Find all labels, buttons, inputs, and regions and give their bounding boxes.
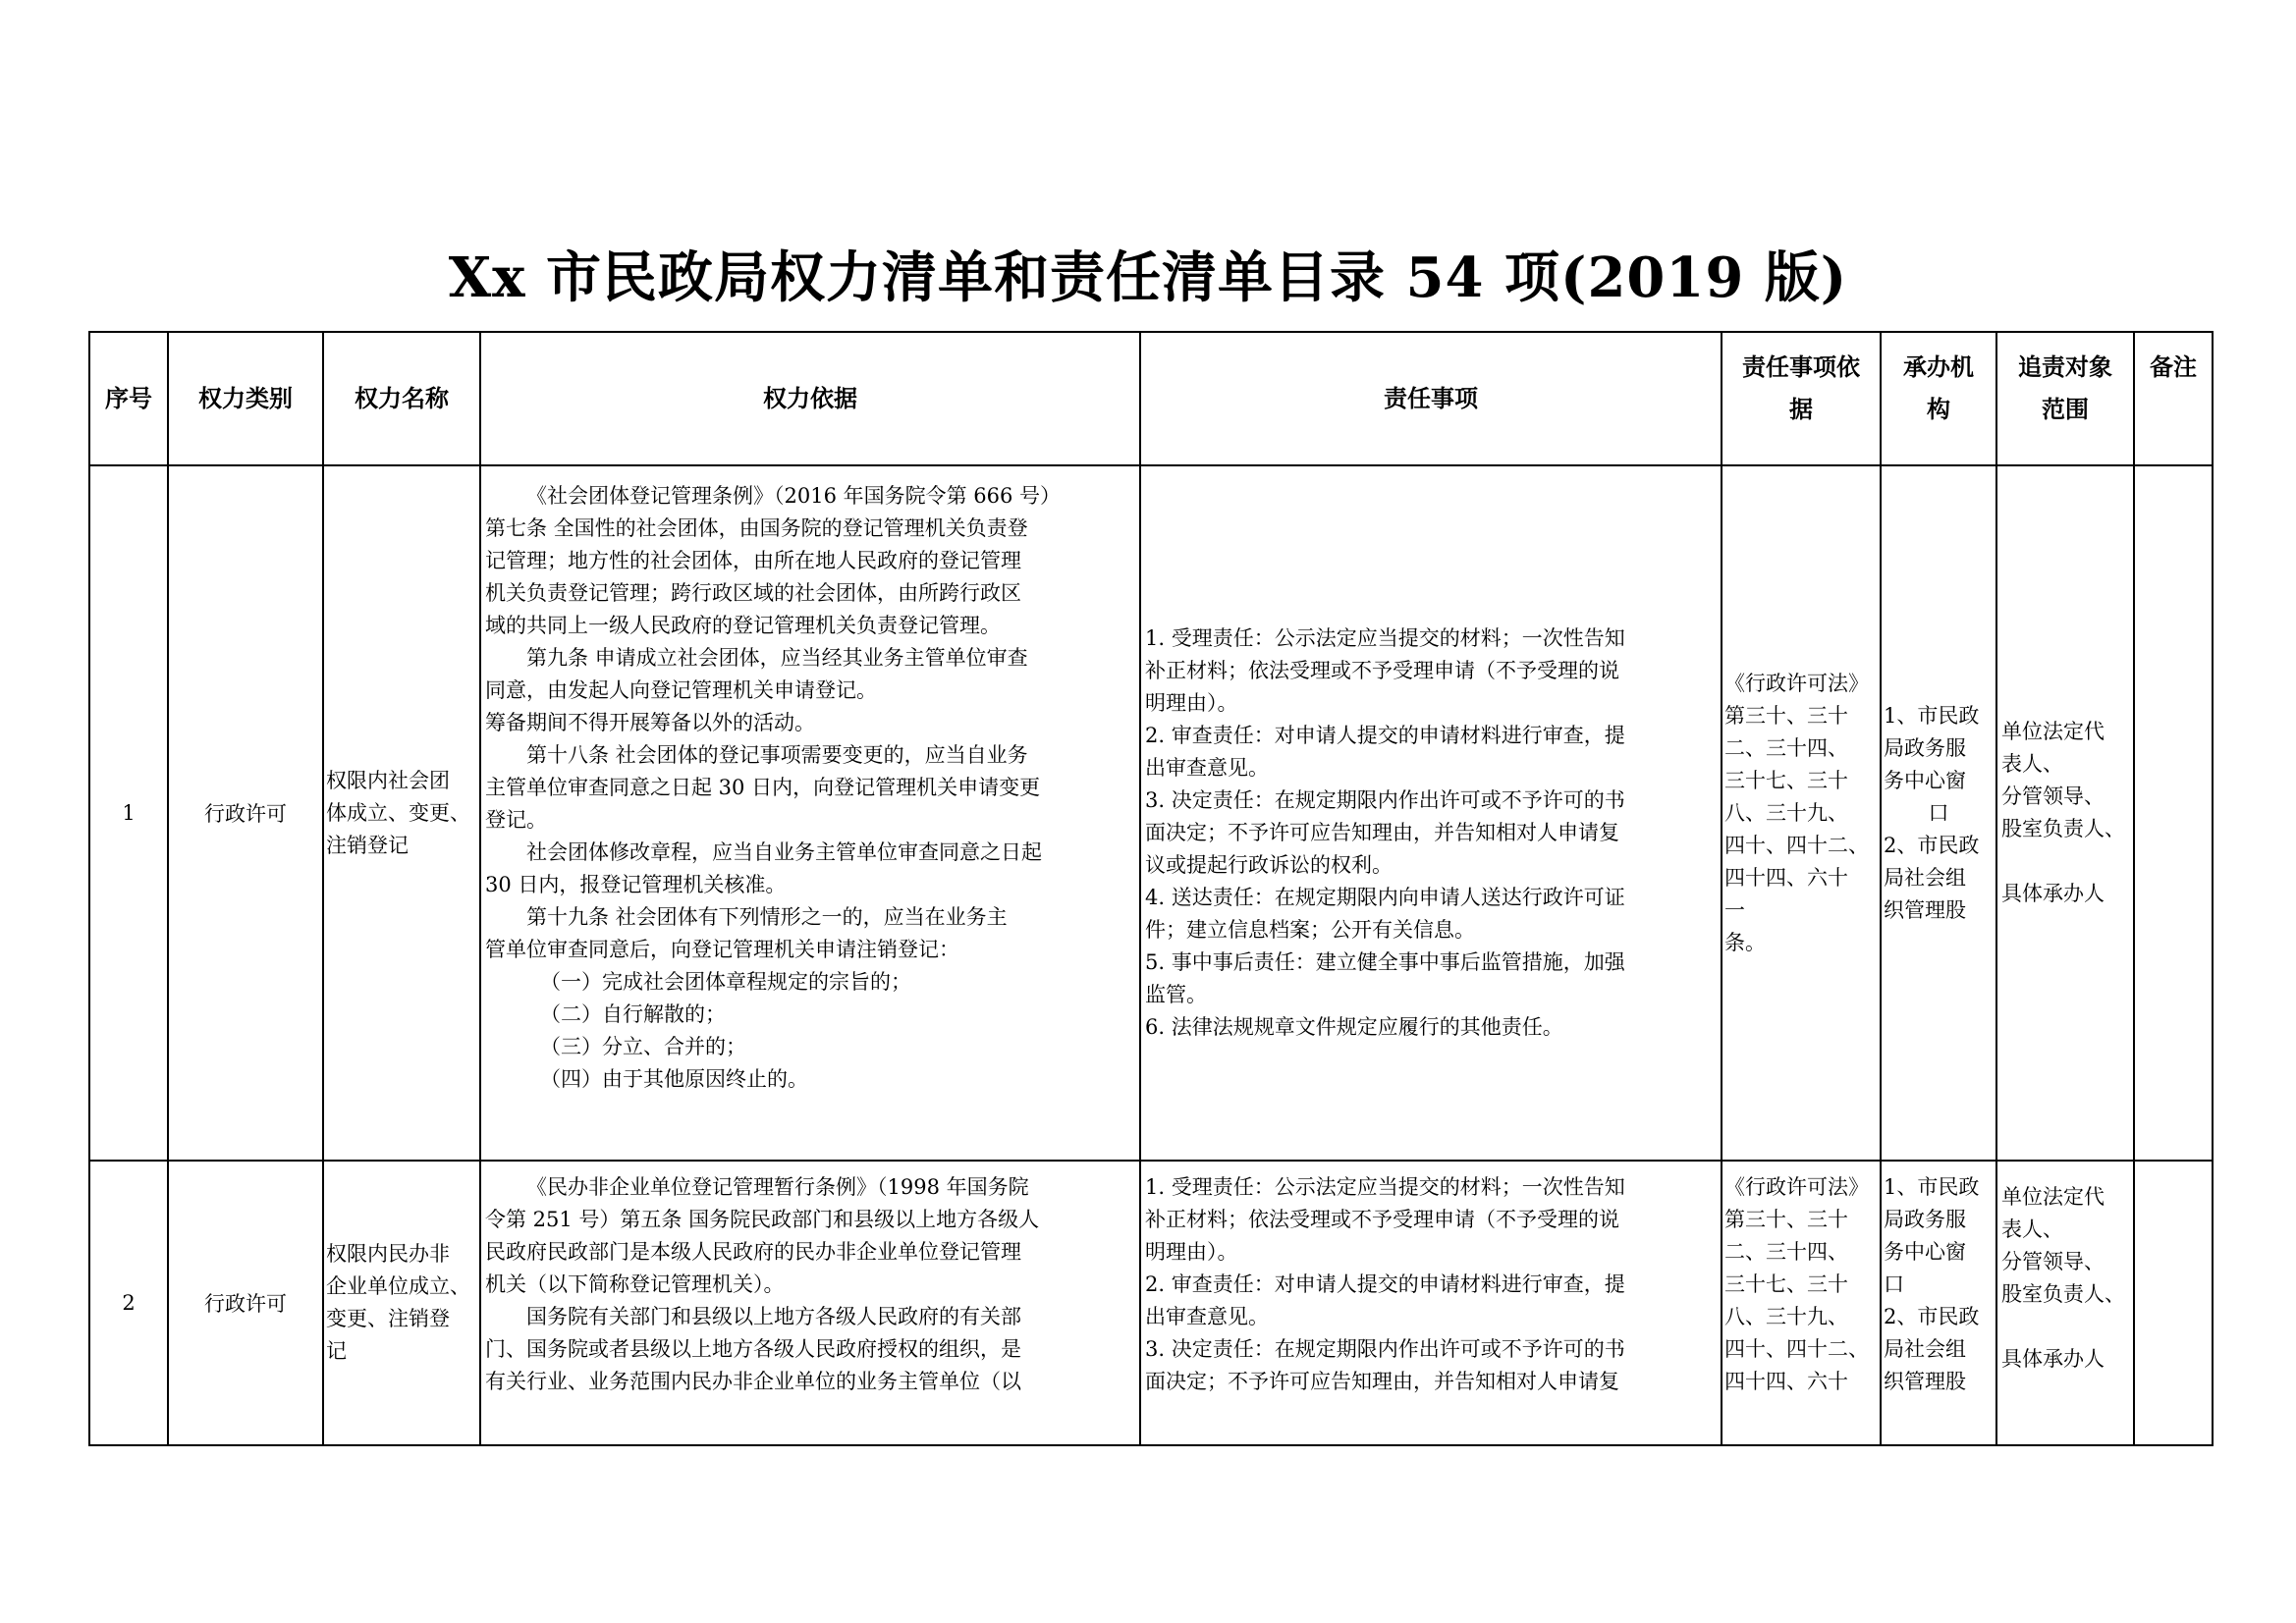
header-resp-basis-line1: 责任事项依	[1742, 353, 1860, 381]
basis-line: 《社会团体登记管理条例》（2016 年国务院令第 666 号）	[526, 484, 1062, 508]
row-remarks	[2134, 465, 2213, 1161]
resp-basis-line: 四十、四十二、	[1724, 833, 1869, 857]
resp-basis-line: 第三十、三十	[1724, 703, 1848, 728]
resp-basis-line: 《行政许可法》	[1724, 671, 1869, 695]
row-seq: 2	[89, 1161, 168, 1445]
scope-line: 表人、	[2001, 1217, 2063, 1241]
resp-line: 补正材料；依法受理或不予受理申请（不予受理的说	[1145, 658, 1619, 682]
row-power-basis	[480, 465, 1140, 1161]
basis-line: 有关行业、业务范围内民办非企业单位的业务主管单位（以	[485, 1370, 1021, 1393]
basis-line: 社会团体修改章程，应当自业务主管单位审查同意之日起	[526, 840, 1042, 864]
basis-line: 管单位审查同意后，向登记管理机关申请注销登记：	[485, 938, 959, 961]
basis-line: （一）完成社会团体章程规定的宗旨的；	[540, 970, 911, 994]
scope-gap	[2001, 1311, 2133, 1343]
power-name-line: 记	[326, 1339, 347, 1363]
resp-line: 监管。	[1145, 982, 1207, 1006]
header-power-name: 权力名称	[323, 332, 480, 465]
org-line: 口	[1884, 1272, 1904, 1296]
basis-line: 国务院有关部门和县级以上地方各级人民政府的有关部	[526, 1305, 1021, 1328]
power-list-table	[88, 331, 2214, 1446]
basis-line: 令第 251 号）第五条 国务院民政部门和县级以上地方各级人	[485, 1208, 1040, 1231]
resp-basis-line: 一	[1724, 897, 1745, 922]
resp-basis-line: 条。	[1724, 930, 1766, 954]
resp-line: 补正材料；依法受理或不予受理申请（不予受理的说	[1145, 1208, 1619, 1231]
row-scope	[1996, 1161, 2134, 1445]
org-line: 1、市民政	[1884, 703, 1980, 728]
power-name-line: 体成立、变更、	[326, 800, 470, 825]
basis-line: （四）由于其他原因终止的。	[540, 1067, 808, 1091]
resp-line: 6. 法律法规规章文件规定应履行的其他责任。	[1145, 1014, 1563, 1039]
basis-line: 筹备期间不得开展筹备以外的活动。	[485, 711, 815, 734]
scope-line: 单位法定代	[2001, 720, 2105, 743]
resp-line: 件；建立信息档案；公开有关信息。	[1145, 917, 1475, 942]
scope-line: 单位法定代	[2001, 1185, 2105, 1209]
row-power-name	[323, 465, 480, 1161]
resp-line: 1. 受理责任：公示法定应当提交的材料；一次性告知	[1145, 1175, 1625, 1199]
scope-gap	[2001, 845, 2133, 878]
header-seq: 序号	[89, 332, 168, 465]
row-power-type: 行政许可	[168, 1161, 323, 1445]
row-org	[1881, 465, 1996, 1161]
header-power-type: 权力类别	[168, 332, 323, 465]
scope-line: 表人、	[2001, 752, 2063, 776]
row-remarks	[2134, 1161, 2213, 1445]
resp-line: 3. 决定责任：在规定期限内作出许可或不予许可的书	[1145, 1337, 1625, 1361]
resp-basis-line: 四十、四十二、	[1724, 1337, 1869, 1361]
header-resp-basis-line2: 据	[1789, 396, 1813, 423]
org-line: 局政务服	[1884, 735, 1966, 760]
resp-line: 明理由）。	[1145, 1240, 1238, 1264]
org-line: 织管理股	[1884, 897, 1966, 922]
org-line: 局政务服	[1884, 1208, 1966, 1231]
row-responsibility	[1140, 465, 1722, 1161]
power-name-line: 注销登记	[326, 833, 409, 857]
scope-line: 分管领导、	[2001, 784, 2105, 808]
basis-line: 登记。	[485, 808, 547, 832]
resp-basis-line: 二、三十四、	[1724, 735, 1848, 760]
table-row	[89, 1161, 2213, 1445]
resp-basis-line: 第三十、三十	[1724, 1208, 1848, 1231]
basis-line: 第九条 申请成立社会团体，应当经其业务主管单位审查	[526, 646, 1028, 670]
resp-line: 面决定；不予许可应告知理由，并告知相对人申请复	[1145, 820, 1619, 844]
resp-line: 2. 审查责任：对申请人提交的申请材料进行审查，提	[1145, 723, 1625, 747]
basis-line: 同意，由发起人向登记管理机关申请登记。	[485, 678, 877, 702]
resp-line: 明理由）。	[1145, 690, 1238, 715]
basis-line: 门、国务院或者县级以上地方各级人民政府授权的组织，是	[485, 1337, 1021, 1361]
header-org-line1: 承办机	[1903, 353, 1974, 381]
row-resp-basis	[1722, 1161, 1881, 1445]
resp-line: 1. 受理责任：公示法定应当提交的材料；一次性告知	[1145, 625, 1625, 650]
page-title: Xx 市民政局权力清单和责任清单目录 54 项(2019 版)	[448, 245, 1848, 310]
resp-basis-line: 四十四、六十	[1724, 1370, 1848, 1393]
resp-basis-line: 三十七、三十	[1724, 768, 1848, 792]
header-org-line2: 构	[1927, 396, 1950, 423]
org-line: 务中心窗	[1884, 1240, 1966, 1264]
scope-line: 分管领导、	[2001, 1250, 2105, 1273]
basis-line: 民政府民政部门是本级人民政府的民办非企业单位登记管理	[485, 1240, 1021, 1264]
table-header-row	[89, 332, 2213, 465]
org-line: 口	[1928, 800, 1949, 825]
header-org	[1881, 332, 1996, 465]
resp-line: 议或提起行政诉讼的权利。	[1145, 852, 1393, 877]
scope-line: 具体承办人	[2001, 1347, 2105, 1371]
org-line: 局社会组	[1884, 1337, 1966, 1361]
basis-line: 域的共同上一级人民政府的登记管理机关负责登记管理。	[485, 614, 1001, 637]
row-power-basis	[480, 1161, 1140, 1445]
header-scope-line1: 追责对象	[2018, 353, 2112, 381]
power-name-line: 变更、注销登	[326, 1307, 450, 1330]
resp-line: 4. 送达责任：在规定期限内向申请人送达行政许可证	[1145, 885, 1625, 909]
resp-line: 5. 事中事后责任：建立健全事中事后监管措施，加强	[1145, 949, 1625, 974]
row-resp-basis	[1722, 465, 1881, 1161]
resp-basis-line: 四十四、六十	[1724, 865, 1848, 890]
resp-basis-line: 三十七、三十	[1724, 1272, 1848, 1296]
basis-line: 第七条 全国性的社会团体，由国务院的登记管理机关负责登	[485, 516, 1028, 540]
org-line: 织管理股	[1884, 1370, 1966, 1393]
basis-line: 主管单位审查同意之日起 30 日内，向登记管理机关申请变更	[485, 776, 1041, 799]
resp-basis-line: 八、三十九、	[1724, 800, 1848, 825]
basis-line: 30 日内，报登记管理机关核准。	[485, 873, 787, 896]
basis-line: （二）自行解散的；	[540, 1002, 726, 1026]
row-responsibility	[1140, 1161, 1722, 1445]
resp-line: 出审查意见。	[1145, 1305, 1269, 1328]
org-line: 2、市民政	[1884, 833, 1980, 857]
power-name-line: 权限内民办非	[326, 1242, 450, 1266]
power-name-line: 权限内社会团	[326, 768, 450, 792]
row-org	[1881, 1161, 1996, 1445]
row-power-type: 行政许可	[168, 465, 323, 1161]
org-line: 2、市民政	[1884, 1305, 1980, 1328]
basis-line: 《民办非企业单位登记管理暂行条例》（1998 年国务院	[526, 1175, 1029, 1199]
scope-line: 股室负责人、	[2001, 817, 2125, 840]
row-seq: 1	[89, 465, 168, 1161]
resp-line: 出审查意见。	[1145, 755, 1269, 780]
basis-line: 记管理；地方性的社会团体，由所在地人民政府的登记管理	[485, 549, 1021, 572]
header-power-basis: 权力依据	[480, 332, 1140, 465]
header-scope-line2: 范围	[2042, 396, 2089, 423]
row-scope	[1996, 465, 2134, 1161]
basis-line: 第十八条 社会团体的登记事项需要变更的，应当自业务	[526, 743, 1028, 767]
basis-line: 机关负责登记管理；跨行政区域的社会团体，由所跨行政区	[485, 581, 1021, 605]
header-remarks: 备注	[2134, 332, 2213, 465]
basis-line: 第十九条 社会团体有下列情形之一的，应当在业务主	[526, 905, 1008, 929]
org-line: 1、市民政	[1884, 1175, 1980, 1199]
org-line: 局社会组	[1884, 865, 1966, 890]
scope-line: 股室负责人、	[2001, 1282, 2125, 1306]
header-responsibility: 责任事项	[1140, 332, 1722, 465]
basis-line: 机关（以下简称登记管理机关）。	[485, 1272, 785, 1296]
resp-line: 3. 决定责任：在规定期限内作出许可或不予许可的书	[1145, 787, 1625, 812]
org-line: 务中心窗	[1884, 768, 1966, 792]
basis-line: （三）分立、合并的；	[540, 1035, 746, 1058]
resp-basis-line: 二、三十四、	[1724, 1240, 1848, 1264]
resp-line: 2. 审查责任：对申请人提交的申请材料进行审查，提	[1145, 1272, 1625, 1296]
resp-basis-line: 八、三十九、	[1724, 1305, 1848, 1328]
resp-line: 面决定；不予许可应告知理由，并告知相对人申请复	[1145, 1370, 1619, 1393]
table-row	[89, 465, 2213, 1161]
header-scope	[1996, 332, 2134, 465]
row-power-name	[323, 1161, 480, 1445]
scope-line: 具体承办人	[2001, 882, 2105, 905]
header-resp-basis	[1722, 332, 1881, 465]
resp-basis-line: 《行政许可法》	[1724, 1175, 1869, 1199]
power-name-line: 企业单位成立、	[326, 1274, 470, 1298]
